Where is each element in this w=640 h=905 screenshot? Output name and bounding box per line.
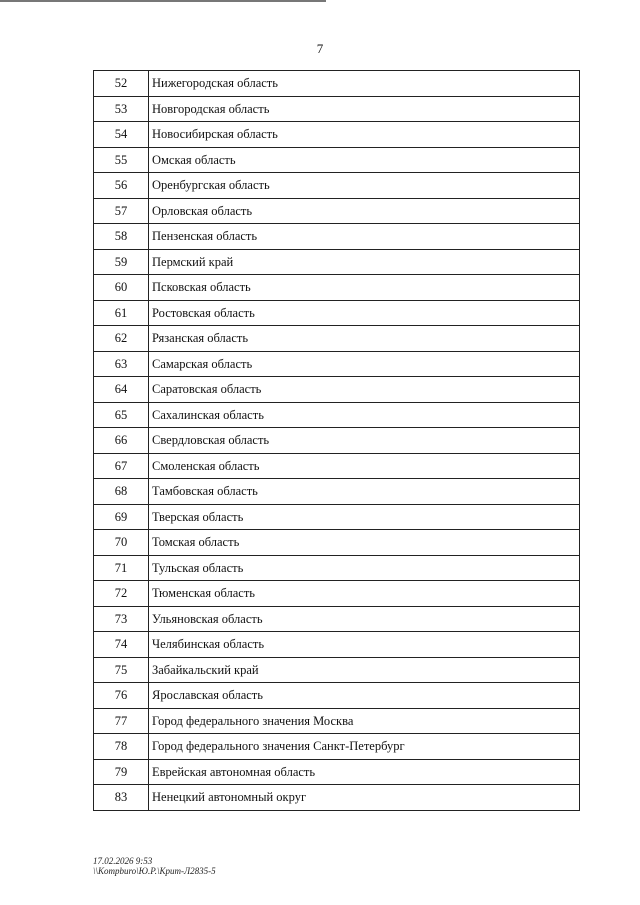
region-name: Оренбургская область [152,178,270,192]
region-name: Забайкальский край [152,662,259,677]
table-row [93,97,580,123]
region-name: Рязанская область [152,331,249,345]
row-number: 71 [94,556,149,581]
row-number: 54 [94,122,149,147]
row-number: 58 [94,224,149,249]
region-name: Тверская область [152,509,244,524]
table-row [93,428,580,454]
region-name: Самарская область [152,356,253,371]
row-number: 69 [94,505,149,530]
row-number: 52 [94,71,149,96]
region-name: Пензенская область [152,229,258,243]
region-name: Орловская область [152,203,253,218]
region-name: Тамбовская область [152,484,258,498]
region-name: Саратовская область [152,382,262,396]
region-name: Город федерального значения Москва [152,713,354,728]
row-number: 66 [94,428,149,453]
table-row [93,734,580,760]
table-row [93,785,580,811]
row-number: 64 [94,377,149,402]
row-number: 61 [94,301,149,326]
row-number: 76 [94,683,149,708]
row-number: 62 [94,326,149,351]
row-number: 75 [94,658,149,683]
region-name: Смоленская область [152,458,260,473]
row-number: 72 [94,581,149,606]
table-row [93,683,580,709]
table-row [93,479,580,505]
region-name: Еврейская автономная область [152,764,316,779]
table-row [93,199,580,225]
region-name: Тульская область [152,560,244,575]
footer-date: 17.02.2026 9:53 [93,856,153,866]
row-number: 63 [94,352,149,377]
table-row [93,173,580,199]
row-number: 70 [94,530,149,555]
row-number: 57 [94,199,149,224]
table-row [93,326,580,352]
region-name: Пермский край [152,254,234,269]
region-name: Город федерального значения Санкт-Петербург [152,739,405,753]
region-name: Ярославская область [152,688,263,702]
region-name: Ростовская область [152,305,255,320]
region-name: Новгородская область [152,101,270,116]
table-row [93,122,580,148]
table-row [93,632,580,658]
document-footer [93,856,216,876]
row-number: 67 [94,454,149,479]
table-row [93,224,580,250]
table-row [93,148,580,174]
table-row [93,530,580,556]
regions-table [93,70,580,811]
table-row [93,760,580,786]
table-row [93,275,580,301]
table-row [93,505,580,531]
region-name: Нижегородская область [152,76,278,90]
table-row [93,556,580,582]
row-number: 79 [94,760,149,785]
footer-file-path: \\Kompburo\Ю.Р.\Крит-Л2835-5 [93,866,216,876]
region-name: Новосибирская область [152,127,278,141]
row-number: 73 [94,607,149,632]
top-rule [0,0,326,2]
region-name: Тюменская область [152,586,255,600]
row-number: 56 [94,173,149,198]
region-name: Сахалинская область [152,407,264,422]
region-name: Ненецкий автономный округ [152,790,307,804]
region-name: Свердловская область [152,433,270,447]
row-number: 68 [94,479,149,504]
region-name: Томская область [152,535,240,549]
row-number: 55 [94,148,149,173]
row-number: 78 [94,734,149,759]
region-name: Омская область [152,152,236,167]
row-number: 60 [94,275,149,300]
table-row [93,352,580,378]
region-name: Псковская область [152,280,251,294]
page-number: 7 [316,41,324,56]
table-row [93,403,580,429]
row-number: 65 [94,403,149,428]
table-row [93,250,580,276]
region-name: Челябинская область [152,637,265,651]
row-number: 83 [94,785,149,810]
table-row [93,658,580,684]
row-number: 53 [94,97,149,122]
table-row [93,71,580,97]
row-number: 59 [94,250,149,275]
table-row [93,301,580,327]
row-number: 77 [94,709,149,734]
table-row [93,709,580,735]
table-row [93,454,580,480]
table-row [93,607,580,633]
table-row [93,377,580,403]
table-row [93,581,580,607]
row-number: 74 [94,632,149,657]
region-name: Ульяновская область [152,611,263,626]
